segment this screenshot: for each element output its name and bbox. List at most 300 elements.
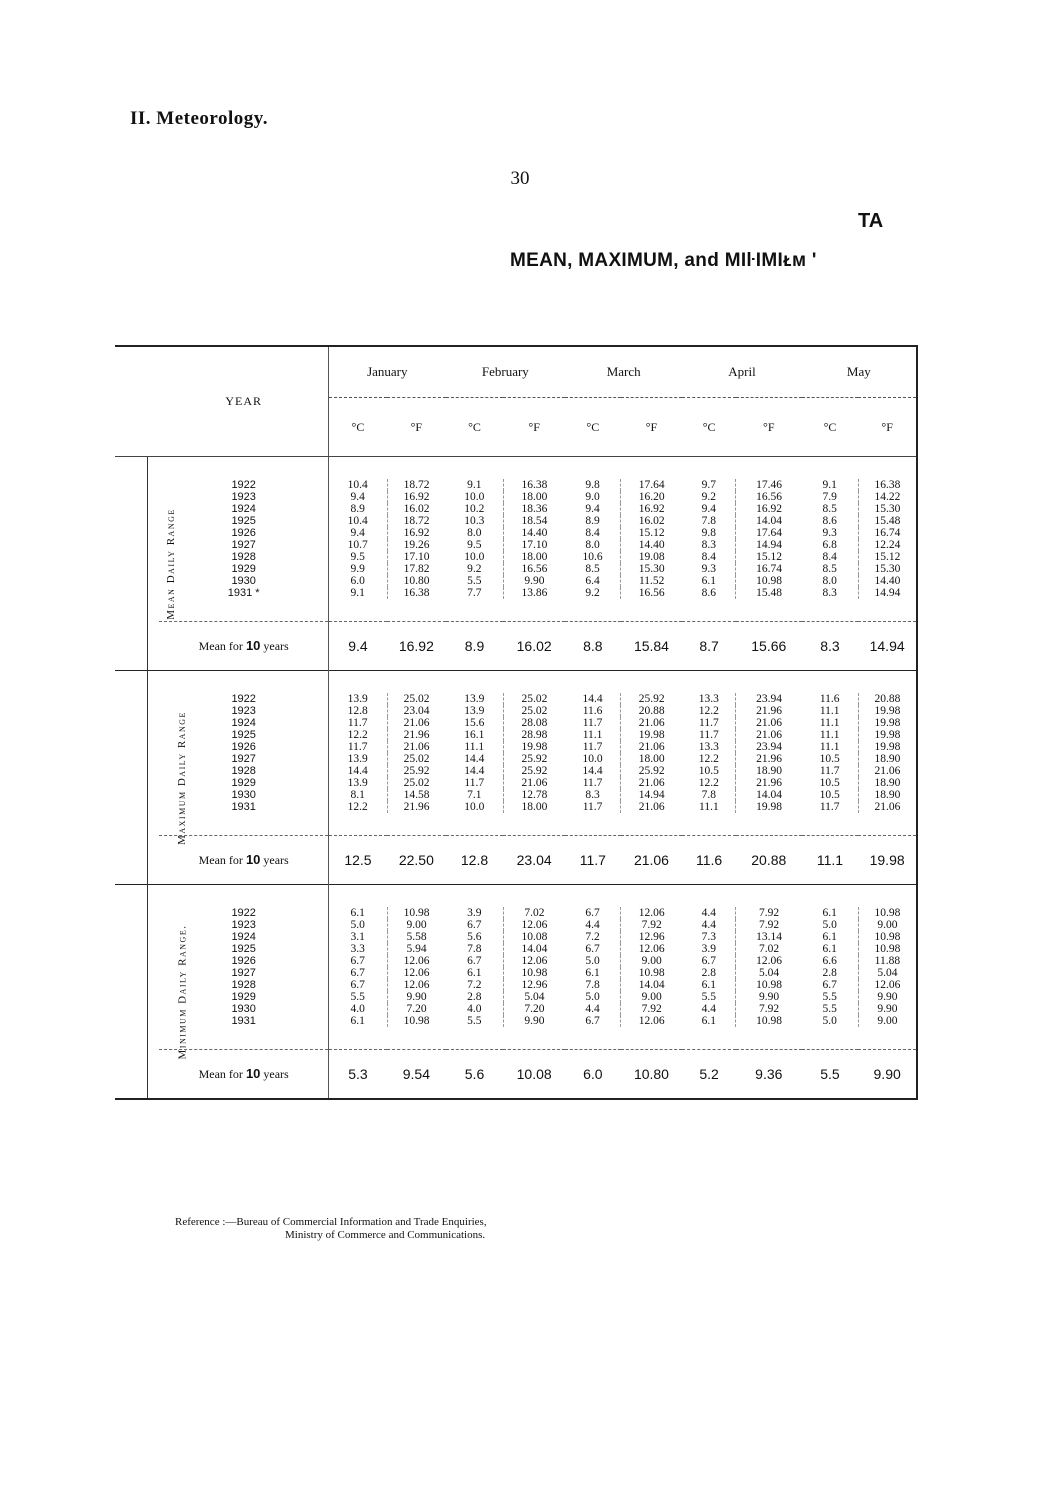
- unit-header: °C: [802, 398, 859, 457]
- year-cell: 1929: [159, 777, 328, 789]
- value-cell: 17.10: [387, 551, 446, 563]
- value-cell: 12.2: [698, 753, 719, 765]
- value-cell: 16.56: [736, 491, 802, 503]
- value-cell: 7.92: [621, 1003, 683, 1015]
- value-cell: 18.72: [387, 479, 446, 491]
- value-cell: 8.6: [701, 587, 717, 599]
- table-row: [115, 801, 917, 813]
- value-cell: 13.9: [347, 693, 368, 705]
- spacer-cell: [328, 457, 387, 480]
- value-cell: 9.7: [701, 479, 717, 491]
- value-cell: 10.5: [819, 789, 840, 801]
- value-cell: 10.08: [503, 931, 565, 943]
- value-cell: 11.7: [819, 765, 840, 777]
- value-cell: 16.38: [858, 479, 917, 491]
- mean-value-cell: 12.8: [446, 836, 504, 885]
- value-cell: 21.96: [387, 729, 446, 741]
- year-cell: 1930: [159, 1003, 328, 1015]
- table-row: [115, 479, 917, 491]
- value-cell: 13.86: [503, 587, 565, 599]
- mean-value-cell: 12.5: [328, 836, 387, 885]
- year-cell: 1930: [159, 789, 328, 801]
- section-brace: [147, 885, 159, 1100]
- value-cell: 21.96: [736, 705, 802, 717]
- value-cell: 5.5: [822, 1003, 837, 1015]
- spacer-cell: [621, 813, 683, 836]
- section-label: [115, 885, 189, 1100]
- value-cell: 6.0: [350, 575, 365, 587]
- value-cell: 10.98: [621, 967, 683, 979]
- value-cell: 10.80: [387, 575, 446, 587]
- value-cell: 15.12: [858, 551, 917, 563]
- year-cell: 1925: [159, 729, 328, 741]
- value-cell: 25.92: [503, 765, 565, 777]
- spacer-cell: [802, 671, 859, 694]
- spacer-cell: [387, 885, 446, 908]
- spacer-cell: [503, 457, 565, 480]
- value-cell: 15.48: [736, 587, 802, 599]
- spacer-cell: [736, 457, 802, 480]
- table-row: [115, 979, 917, 991]
- mean-value-cell: 9.36: [736, 1050, 802, 1100]
- mean-value-cell: 5.2: [682, 1050, 736, 1100]
- value-cell: 10.4: [347, 479, 368, 491]
- spacer-cell: [802, 457, 859, 480]
- mean-label-prefix: Mean for: [198, 853, 243, 867]
- value-cell: 21.96: [736, 753, 802, 765]
- unit-header: °F: [503, 398, 565, 457]
- value-cell: 17.10: [503, 539, 565, 551]
- value-cell: 7.8: [701, 789, 717, 801]
- value-cell: 7.8: [701, 515, 717, 527]
- spacer-cell: [736, 813, 802, 836]
- mean-value-cell: 21.06: [621, 836, 683, 885]
- table-row: [115, 551, 917, 563]
- value-cell: 6.1: [701, 575, 717, 587]
- table-row: [115, 503, 917, 515]
- page-number: 30: [510, 168, 530, 189]
- value-cell: 8.3: [701, 539, 717, 551]
- value-cell: 7.9: [822, 491, 837, 503]
- value-cell: 5.5: [822, 991, 837, 1003]
- value-cell: 15.12: [736, 551, 802, 563]
- section-label-text: Maximum Daily Range: [175, 710, 188, 845]
- value-cell: 5.5: [701, 991, 717, 1003]
- value-cell: 9.0: [585, 491, 600, 503]
- spacer-cell: [387, 671, 446, 694]
- value-cell: 6.1: [701, 979, 717, 991]
- value-cell: 14.4: [582, 765, 603, 777]
- table-header: [115, 346, 917, 457]
- value-cell: 16.02: [621, 515, 683, 527]
- mean-label-suffix: years: [263, 639, 289, 653]
- month-header-april: April: [682, 346, 801, 398]
- mean-value-cell: 10.08: [503, 1050, 565, 1100]
- value-cell: 11.7: [699, 729, 719, 741]
- value-cell: 7.8: [467, 943, 482, 955]
- mean-value-cell: 8.8: [565, 622, 621, 671]
- value-cell: 9.1: [467, 479, 482, 491]
- table-row: [115, 765, 917, 777]
- value-cell: 19.08: [621, 551, 683, 563]
- year-cell: 1929: [159, 991, 328, 1003]
- value-cell: 10.5: [819, 753, 840, 765]
- value-cell: 9.4: [701, 503, 717, 515]
- value-cell: 2.8: [467, 991, 482, 1003]
- mean-label-number: 10: [245, 852, 261, 867]
- table-row: [115, 991, 917, 1003]
- value-cell: 19.26: [387, 539, 446, 551]
- value-cell: 16.38: [387, 587, 446, 599]
- value-cell: 23.94: [736, 741, 802, 753]
- value-cell: 18.00: [503, 491, 565, 503]
- year-cell: 1924: [159, 931, 328, 943]
- spacer-cell: [736, 1027, 802, 1050]
- table-row: [115, 575, 917, 587]
- value-cell: 18.90: [736, 765, 802, 777]
- table-row: [115, 491, 917, 503]
- value-cell: 11.6: [582, 705, 603, 717]
- spacer-cell: [621, 1027, 683, 1050]
- value-cell: 12.06: [621, 907, 683, 919]
- value-cell: 9.90: [387, 991, 446, 1003]
- spacer-cell: [802, 885, 859, 908]
- value-cell: 7.7: [467, 587, 482, 599]
- value-cell: 14.04: [736, 515, 802, 527]
- value-cell: 23.04: [387, 705, 446, 717]
- spacer-cell: [159, 885, 328, 908]
- spacer-cell: [858, 1027, 917, 1050]
- mean-value-cell: 23.04: [503, 836, 565, 885]
- spacer-cell: [736, 671, 802, 694]
- spacer-cell: [802, 813, 859, 836]
- value-cell: 11.7: [699, 717, 719, 729]
- value-cell: 7.2: [467, 979, 482, 991]
- mean-label-prefix: Mean for: [198, 639, 243, 653]
- value-cell: 11.7: [464, 777, 485, 789]
- value-cell: 15.6: [464, 717, 485, 729]
- value-cell: 20.88: [858, 693, 917, 705]
- value-cell: 5.04: [736, 967, 802, 979]
- value-cell: 18.00: [503, 551, 565, 563]
- value-cell: 18.54: [503, 515, 565, 527]
- value-cell: 6.7: [350, 979, 365, 991]
- table-row: [115, 527, 917, 539]
- value-cell: 21.96: [387, 801, 446, 813]
- value-cell: 13.14: [736, 931, 802, 943]
- value-cell: 18.90: [858, 789, 917, 801]
- value-cell: 7.8: [585, 979, 600, 991]
- value-cell: 11.7: [347, 741, 368, 753]
- mean-value-cell: 19.98: [858, 836, 917, 885]
- unit-header: °F: [387, 398, 446, 457]
- value-cell: 6.1: [822, 907, 837, 919]
- value-cell: 21.06: [621, 741, 683, 753]
- spacer-cell: [503, 671, 565, 694]
- value-cell: 10.98: [387, 1015, 446, 1027]
- spacer-cell: [446, 813, 504, 836]
- value-cell: 8.0: [585, 539, 600, 551]
- year-cell: 1926: [159, 527, 328, 539]
- value-cell: 23.94: [736, 693, 802, 705]
- section-brace: [147, 457, 159, 671]
- table-row: [115, 967, 917, 979]
- value-cell: 5.94: [387, 943, 446, 955]
- value-cell: 6.7: [585, 907, 600, 919]
- value-cell: 4.0: [467, 1003, 482, 1015]
- value-cell: 15.30: [858, 563, 917, 575]
- value-cell: 16.02: [387, 503, 446, 515]
- value-cell: 10.0: [464, 491, 485, 503]
- value-cell: 16.92: [387, 527, 446, 539]
- spacer-cell: [565, 1027, 621, 1050]
- value-cell: 8.5: [585, 563, 600, 575]
- value-cell: 5.0: [585, 955, 600, 967]
- year-cell: 1927: [159, 539, 328, 551]
- value-cell: 6.4: [585, 575, 600, 587]
- table-row: [115, 741, 917, 753]
- value-cell: 19.98: [858, 705, 917, 717]
- mean-value-cell: 10.80: [621, 1050, 683, 1100]
- spacer-cell: [682, 1027, 736, 1050]
- year-cell: 1929: [159, 563, 328, 575]
- year-cell: 1925: [159, 943, 328, 955]
- value-cell: 7.92: [736, 919, 802, 931]
- temperature-range-table: [115, 345, 918, 1100]
- value-cell: 4.0: [350, 1003, 365, 1015]
- value-cell: 10.2: [464, 503, 485, 515]
- value-cell: 19.98: [858, 729, 917, 741]
- value-cell: 8.3: [585, 789, 600, 801]
- value-cell: 14.40: [503, 527, 565, 539]
- value-cell: 12.24: [858, 539, 917, 551]
- value-cell: 11.7: [582, 717, 603, 729]
- value-cell: 12.06: [621, 943, 683, 955]
- spacer-cell: [503, 599, 565, 622]
- spacer-cell: [802, 1027, 859, 1050]
- value-cell: 10.98: [736, 979, 802, 991]
- table-row: [115, 729, 917, 741]
- value-cell: 10.5: [698, 765, 719, 777]
- value-cell: 25.92: [503, 753, 565, 765]
- mean-value-cell: 16.92: [387, 622, 446, 671]
- value-cell: 8.3: [822, 587, 837, 599]
- spacer-cell: [159, 599, 328, 622]
- value-cell: 8.4: [701, 551, 717, 563]
- value-cell: 14.04: [736, 789, 802, 801]
- value-cell: 18.00: [503, 801, 565, 813]
- value-cell: 6.7: [467, 919, 482, 931]
- value-cell: 5.58: [387, 931, 446, 943]
- value-cell: 11.1: [819, 741, 840, 753]
- value-cell: 5.6: [467, 931, 482, 943]
- value-cell: 15.12: [621, 527, 683, 539]
- mean-value-cell: 15.84: [621, 622, 683, 671]
- unit-header: °F: [858, 398, 917, 457]
- spacer-cell: [159, 671, 328, 694]
- value-cell: 8.4: [585, 527, 600, 539]
- value-cell: 9.90: [736, 991, 802, 1003]
- year-cell: 1925: [159, 515, 328, 527]
- value-cell: 7.20: [387, 1003, 446, 1015]
- value-cell: 11.1: [819, 705, 840, 717]
- value-cell: 6.6: [822, 955, 837, 967]
- mean-label-prefix: Mean for: [198, 1067, 243, 1081]
- value-cell: 14.94: [736, 539, 802, 551]
- value-cell: 9.9: [350, 563, 365, 575]
- value-cell: 11.7: [582, 777, 603, 789]
- value-cell: 19.98: [736, 801, 802, 813]
- value-cell: 8.0: [822, 575, 837, 587]
- table-row: [115, 705, 917, 717]
- value-cell: 3.3: [350, 943, 365, 955]
- value-cell: 12.2: [347, 801, 368, 813]
- spacer-cell: [621, 885, 683, 908]
- value-cell: 21.06: [621, 717, 683, 729]
- value-cell: 12.06: [858, 979, 917, 991]
- value-cell: 5.0: [822, 919, 837, 931]
- value-cell: 8.6: [822, 515, 837, 527]
- table-row: [115, 777, 917, 789]
- value-cell: 15.48: [858, 515, 917, 527]
- value-cell: 10.5: [819, 777, 840, 789]
- value-cell: 4.4: [701, 1003, 717, 1015]
- value-cell: 7.1: [467, 789, 482, 801]
- value-cell: 7.3: [701, 931, 717, 943]
- table-row: [115, 539, 917, 551]
- year-cell: 1927: [159, 967, 328, 979]
- section-label: [115, 457, 177, 671]
- value-cell: 21.06: [503, 777, 565, 789]
- value-cell: 12.96: [621, 931, 683, 943]
- value-cell: 12.8: [347, 705, 368, 717]
- value-cell: 21.06: [387, 717, 446, 729]
- value-cell: 11.1: [819, 717, 840, 729]
- spacer-cell: [621, 457, 683, 480]
- value-cell: 17.82: [387, 563, 446, 575]
- value-cell: 6.1: [822, 931, 837, 943]
- reference-line-1: Reference :—Bureau of Commercial Information and Trade Enquiries,: [175, 1216, 487, 1228]
- value-cell: 9.5: [350, 551, 365, 563]
- spacer-cell: [565, 671, 621, 694]
- value-cell: 11.1: [464, 741, 485, 753]
- table-row: [115, 931, 917, 943]
- mean-value-cell: 9.90: [858, 1050, 917, 1100]
- reference-line-2: Ministry of Commerce and Communications.: [285, 1229, 486, 1241]
- mean-value-cell: 8.7: [682, 622, 736, 671]
- spacer-cell: [328, 599, 387, 622]
- value-cell: 6.1: [350, 907, 365, 919]
- month-header-may: May: [802, 346, 917, 398]
- value-cell: 12.06: [736, 955, 802, 967]
- value-cell: 18.00: [621, 753, 683, 765]
- value-cell: 16.56: [621, 587, 683, 599]
- table-row: [115, 563, 917, 575]
- mean-value-cell: 6.0: [565, 1050, 621, 1100]
- spacer-cell: [565, 813, 621, 836]
- table-label: TA: [858, 210, 884, 232]
- spacer-cell: [682, 599, 736, 622]
- mean-value-cell: 5.5: [802, 1050, 859, 1100]
- table-row: [115, 693, 917, 705]
- table-row: [115, 753, 917, 765]
- value-cell: 14.4: [582, 693, 603, 705]
- value-cell: 7.02: [503, 907, 565, 919]
- mean-label-number: 10: [245, 638, 261, 653]
- mean-label-suffix: years: [263, 853, 289, 867]
- value-cell: 19.98: [621, 729, 683, 741]
- value-cell: 21.06: [736, 729, 802, 741]
- value-cell: 4.4: [701, 919, 717, 931]
- month-header-january: January: [328, 346, 445, 398]
- mean-value-cell: 5.3: [328, 1050, 387, 1100]
- year-cell: 1931: [159, 801, 328, 813]
- value-cell: 10.98: [736, 575, 802, 587]
- value-cell: 11.1: [582, 729, 603, 741]
- value-cell: 12.2: [698, 777, 719, 789]
- value-cell: 14.4: [347, 765, 368, 777]
- table-row: [115, 1003, 917, 1015]
- value-cell: 13.9: [347, 777, 368, 789]
- value-cell: 6.1: [822, 943, 837, 955]
- year-cell: 1928: [159, 765, 328, 777]
- value-cell: 19.98: [503, 741, 565, 753]
- year-cell: 1922: [159, 479, 328, 491]
- mean-label-number: 10: [245, 1066, 261, 1081]
- year-cell: 1923: [159, 919, 328, 931]
- value-cell: 12.78: [503, 789, 565, 801]
- section-brace: [147, 671, 159, 885]
- value-cell: 5.0: [822, 1015, 837, 1027]
- value-cell: 11.1: [819, 729, 840, 741]
- value-cell: 9.5: [467, 539, 482, 551]
- value-cell: 21.96: [736, 777, 802, 789]
- value-cell: 10.7: [347, 539, 368, 551]
- value-cell: 21.06: [621, 777, 683, 789]
- value-cell: 14.40: [621, 539, 683, 551]
- spacer-cell: [858, 671, 917, 694]
- value-cell: 10.98: [858, 931, 917, 943]
- mean-value-cell: 22.50: [387, 836, 446, 885]
- spacer-cell: [858, 885, 917, 908]
- value-cell: 7.92: [736, 907, 802, 919]
- value-cell: 18.90: [858, 777, 917, 789]
- value-cell: 16.74: [858, 527, 917, 539]
- value-cell: 14.04: [621, 979, 683, 991]
- value-cell: 9.2: [701, 491, 717, 503]
- value-cell: 14.40: [858, 575, 917, 587]
- value-cell: 11.7: [582, 801, 603, 813]
- value-cell: 10.0: [582, 753, 603, 765]
- value-cell: 21.06: [736, 717, 802, 729]
- mean-value-cell: 15.66: [736, 622, 802, 671]
- value-cell: 25.92: [621, 693, 683, 705]
- value-cell: 5.5: [467, 1015, 482, 1027]
- value-cell: 17.64: [736, 527, 802, 539]
- value-cell: 10.98: [503, 967, 565, 979]
- value-cell: 3.9: [467, 907, 482, 919]
- value-cell: 8.4: [822, 551, 837, 563]
- mean-label: [159, 622, 328, 671]
- value-cell: 25.02: [387, 777, 446, 789]
- mean-label-suffix: years: [263, 1067, 289, 1081]
- table-row: [115, 907, 917, 919]
- value-cell: 28.08: [503, 717, 565, 729]
- value-cell: 5.5: [350, 991, 365, 1003]
- spacer-cell: [621, 599, 683, 622]
- value-cell: 16.20: [621, 491, 683, 503]
- year-header: YEAR: [159, 346, 328, 457]
